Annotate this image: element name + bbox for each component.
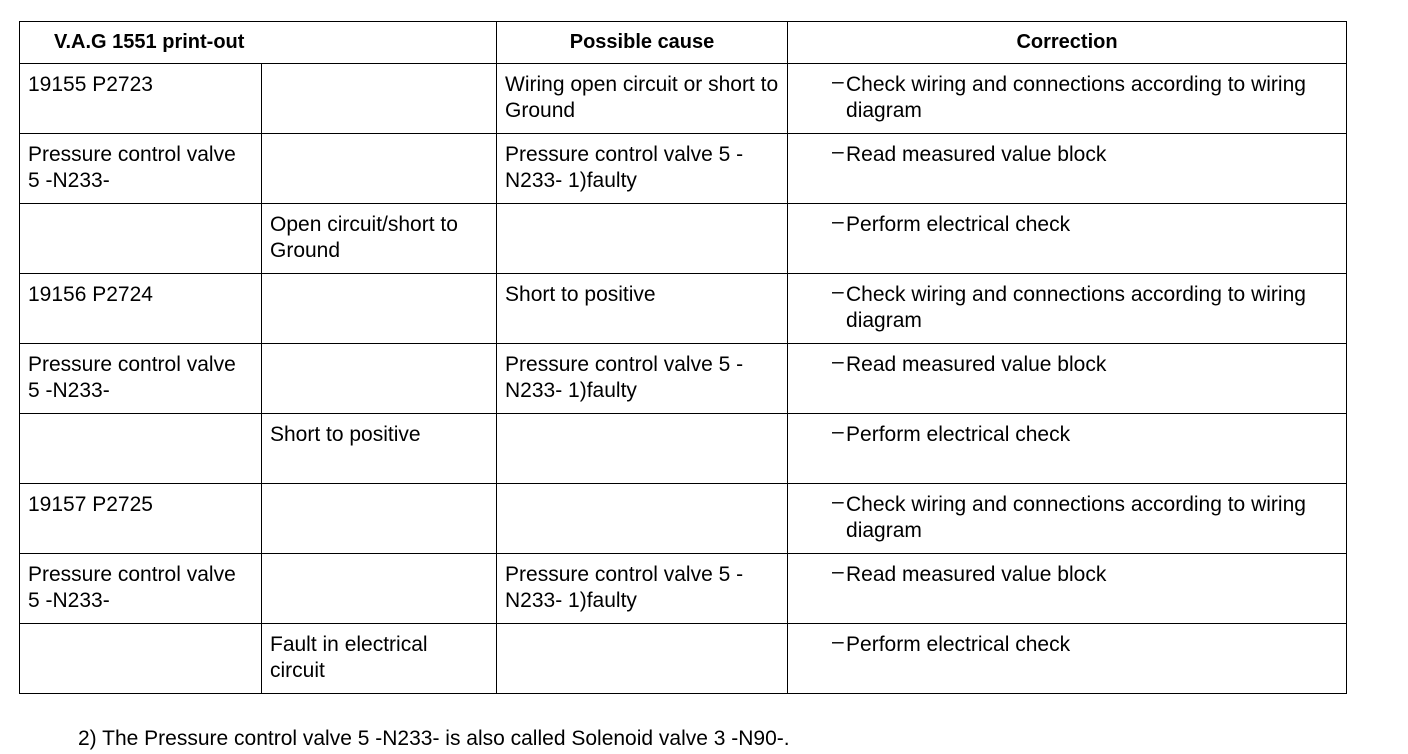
table-row xyxy=(20,274,1347,344)
cell-cause xyxy=(497,554,788,624)
table-row xyxy=(20,624,1347,694)
cell-correction xyxy=(788,484,1347,554)
cell-code-text: 19155 P2723 xyxy=(28,73,153,96)
cell-cause-text: Short to positive xyxy=(505,283,656,306)
cell-cause xyxy=(497,274,788,344)
bullet-dash-icon: – xyxy=(832,350,844,373)
cell-cause xyxy=(497,64,788,134)
cell-cause xyxy=(497,624,788,694)
cell-code-text: Pressure control valve 5 -N233- xyxy=(28,353,236,402)
cell-fault xyxy=(262,204,497,274)
cell-correction-text: Perform electrical check xyxy=(846,423,1071,446)
cell-cause-text: Pressure control valve 5 -N233- 1)faulty xyxy=(505,353,744,402)
cell-fault-text: Short to positive xyxy=(270,423,421,446)
cell-correction xyxy=(788,344,1347,414)
cell-correction xyxy=(788,64,1347,134)
cell-code xyxy=(20,64,262,134)
cell-code xyxy=(20,204,262,274)
cell-cause xyxy=(497,414,788,484)
header-correction: Correction xyxy=(788,22,1347,64)
cell-cause xyxy=(497,204,788,274)
bullet-dash-icon: – xyxy=(832,420,844,443)
header-possible-cause: Possible cause xyxy=(497,22,788,64)
bullet-dash-icon: – xyxy=(832,280,844,303)
cell-fault xyxy=(262,64,497,134)
table-row xyxy=(20,484,1347,554)
cell-code-text: 19156 P2724 xyxy=(28,283,153,306)
bullet-dash-icon: – xyxy=(832,210,844,233)
cell-correction-text: Perform electrical check xyxy=(846,213,1071,236)
cell-correction xyxy=(788,204,1347,274)
cell-correction xyxy=(788,554,1347,624)
cell-correction xyxy=(788,414,1347,484)
cell-correction-text: Check wiring and connections according to wiring diagram xyxy=(846,493,1306,542)
table-row xyxy=(20,344,1347,414)
cell-code-text: Pressure control valve 5 -N233- xyxy=(28,143,236,192)
table-row xyxy=(20,554,1347,624)
cell-code xyxy=(20,414,262,484)
cell-code-text: 19157 P2725 xyxy=(28,493,153,516)
cell-fault xyxy=(262,274,497,344)
cell-cause xyxy=(497,344,788,414)
table-row xyxy=(20,134,1347,204)
fault-code-table xyxy=(19,21,1347,694)
cell-fault xyxy=(262,134,497,204)
footnote: 2) The Pressure control valve 5 -N233- is also called Solenoid valve 3 -N90-. xyxy=(78,727,790,750)
cell-correction xyxy=(788,134,1347,204)
cell-cause-text: Pressure control valve 5 -N233- 1)faulty xyxy=(505,143,744,192)
table-header-row xyxy=(20,22,1347,64)
bullet-dash-icon: – xyxy=(832,70,844,93)
bullet-dash-icon: – xyxy=(832,630,844,653)
bullet-dash-icon: – xyxy=(832,560,844,583)
bullet-dash-icon: – xyxy=(832,490,844,513)
cell-fault xyxy=(262,624,497,694)
cell-fault xyxy=(262,484,497,554)
cell-code xyxy=(20,274,262,344)
cell-code xyxy=(20,344,262,414)
cell-correction xyxy=(788,624,1347,694)
cell-code-text: Pressure control valve 5 -N233- xyxy=(28,563,236,612)
cell-cause-text: Wiring open circuit or short to Ground xyxy=(505,73,779,122)
cell-cause xyxy=(497,134,788,204)
cell-correction-text: Read measured value block xyxy=(846,563,1107,586)
cell-fault-text: Open circuit/short to Ground xyxy=(270,213,458,262)
cell-fault xyxy=(262,344,497,414)
table-row xyxy=(20,414,1347,484)
cell-correction-text: Perform electrical check xyxy=(846,633,1071,656)
cell-code xyxy=(20,624,262,694)
header-vag-printout: V.A.G 1551 print-out xyxy=(20,22,497,64)
cell-code xyxy=(20,134,262,204)
table-row xyxy=(20,64,1347,134)
cell-cause-text: Pressure control valve 5 -N233- 1)faulty xyxy=(505,563,744,612)
cell-fault xyxy=(262,554,497,624)
cell-correction-text: Read measured value block xyxy=(846,143,1107,166)
cell-correction-text: Check wiring and connections according to wiring diagram xyxy=(846,73,1306,122)
cell-correction-text: Read measured value block xyxy=(846,353,1107,376)
cell-fault-text: Fault in electrical circuit xyxy=(270,633,428,682)
cell-code xyxy=(20,484,262,554)
cell-code xyxy=(20,554,262,624)
cell-cause xyxy=(497,484,788,554)
cell-fault xyxy=(262,414,497,484)
table-row xyxy=(20,204,1347,274)
bullet-dash-icon: – xyxy=(832,140,844,163)
cell-correction xyxy=(788,274,1347,344)
cell-correction-text: Check wiring and connections according to wiring diagram xyxy=(846,283,1306,332)
